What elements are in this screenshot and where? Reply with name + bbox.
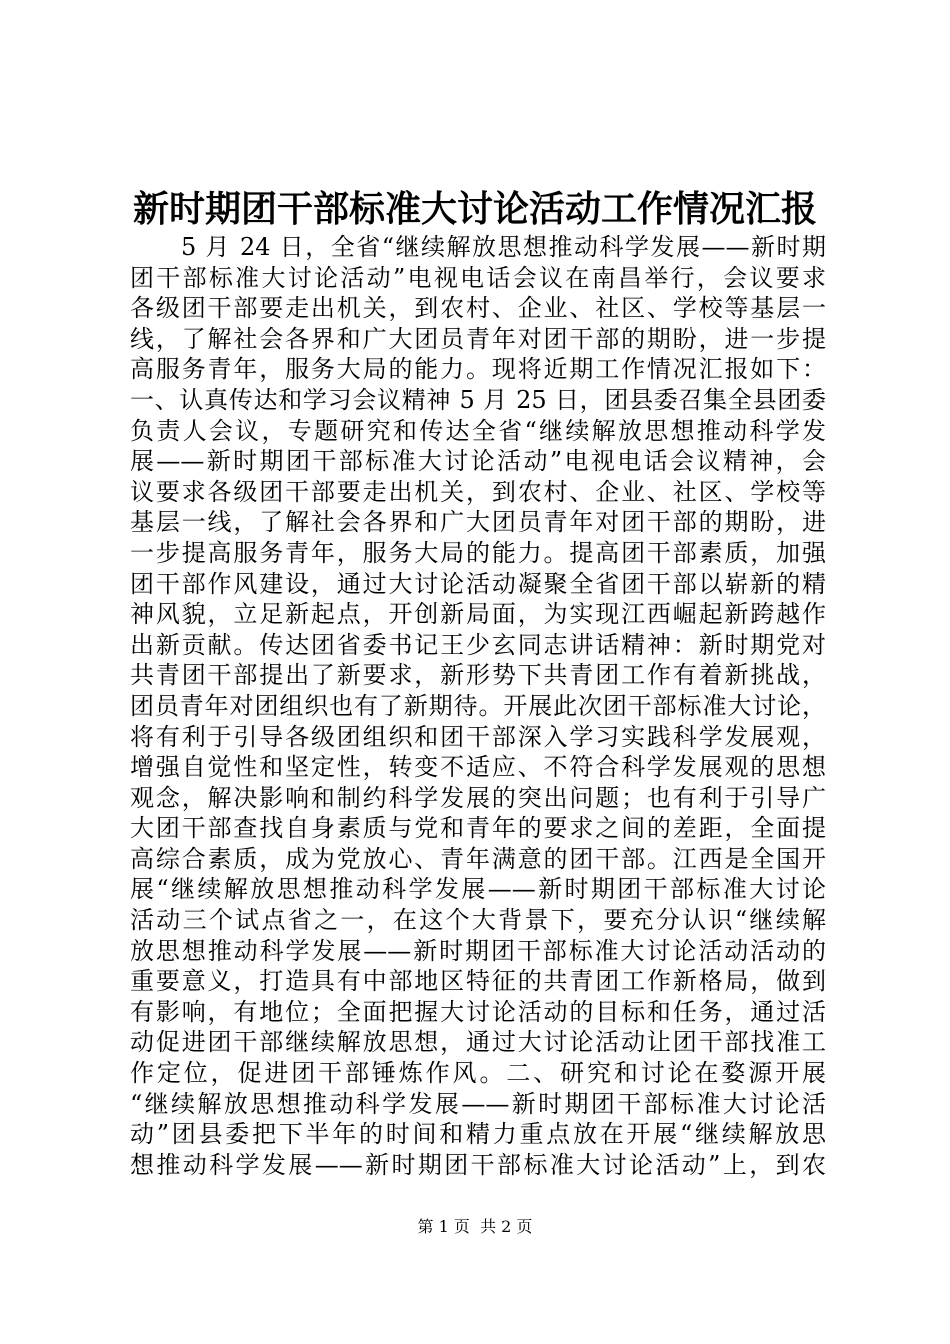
body-line: 高服务青年，服务大局的能力。现将近期工作情况汇报如下： bbox=[130, 355, 826, 384]
document-title: 新时期团干部标准大讨论活动工作情况汇报 bbox=[132, 188, 817, 230]
body-line: 线，了解社会各界和广大团员青年对团干部的期盼，进一步提 bbox=[130, 324, 826, 353]
body-line: 神风貌，立足新起点，开创新局面，为实现江西崛起新跨越作 bbox=[130, 600, 826, 629]
body-line: 动”团县委把下半年的时间和精力重点放在开展“继续解放思 bbox=[130, 1120, 826, 1149]
body-line: 想推动科学发展——新时期团干部标准大讨论活动”上，到农 bbox=[130, 1150, 826, 1179]
body-line: 展“继续解放思想推动科学发展——新时期团干部标准大讨论 bbox=[130, 875, 826, 904]
body-line: 高综合素质，成为党放心、青年满意的团干部。江西是全国开 bbox=[130, 844, 826, 873]
body-line: 大团干部查找自身素质与党和青年的要求之间的差距，全面提 bbox=[130, 814, 826, 843]
body-line: 动促进团干部继续解放思想，通过大讨论活动让团干部找准工 bbox=[130, 1028, 826, 1057]
body-line: 议要求各级团干部要走出机关，到农村、企业、社区、学校等 bbox=[130, 477, 826, 506]
page-footer: 第 1 页 共 2 页 bbox=[417, 1217, 533, 1236]
body-line: 展——新时期团干部标准大讨论活动”电视电话会议精神，会 bbox=[130, 447, 826, 476]
body-line: 有影响，有地位；全面把握大讨论活动的目标和任务，通过活 bbox=[130, 997, 826, 1026]
body-line: 一步提高服务青年，服务大局的能力。提高团干部素质，加强 bbox=[130, 538, 826, 567]
body-line: 活动三个试点省之一，在这个大背景下，要充分认识“继续解 bbox=[130, 906, 826, 935]
body-line: 基层一线，了解社会各界和广大团员青年对团干部的期盼，进 bbox=[130, 508, 826, 537]
body-line: 重要意义，打造具有中部地区特征的共青团工作新格局，做到 bbox=[130, 967, 826, 996]
document-body bbox=[130, 232, 826, 1180]
body-line: 将有利于引导各级团组织和团干部深入学习实践科学发展观， bbox=[130, 722, 826, 751]
body-line: 团员青年对团组织也有了新期待。开展此次团干部标准大讨论， bbox=[130, 691, 826, 720]
body-line: “继续解放思想推动科学发展——新时期团干部标准大讨论活 bbox=[130, 1089, 826, 1118]
body-line: 作定位，促进团干部锤炼作风。二、研究和讨论在婺源开展 bbox=[130, 1059, 826, 1088]
body-line: 各级团干部要走出机关，到农村、企业、社区、学校等基层一 bbox=[130, 294, 826, 323]
body-line: 放思想推动科学发展——新时期团干部标准大讨论活动活动的 bbox=[130, 936, 826, 965]
body-line: 团干部标准大讨论活动”电视电话会议在南昌举行，会议要求 bbox=[130, 263, 826, 292]
body-line: 团干部作风建设，通过大讨论活动凝聚全省团干部以崭新的精 bbox=[130, 569, 826, 598]
body-line: 共青团干部提出了新要求，新形势下共青团工作有着新挑战， bbox=[130, 661, 826, 690]
body-line: 一、认真传达和学习会议精神 5 月 25 日，团县委召集全县团委 bbox=[130, 385, 826, 414]
body-line: 出新贡献。传达团省委书记王少玄同志讲话精神：新时期党对 bbox=[130, 630, 826, 659]
body-line: 负责人会议，专题研究和传达全省“继续解放思想推动科学发 bbox=[130, 416, 826, 445]
body-line: 增强自觉性和坚定性，转变不适应、不符合科学发展观的思想 bbox=[130, 753, 826, 782]
body-line: 5 月 24 日，全省“继续解放思想推动科学发展——新时期 bbox=[130, 233, 826, 261]
body-line: 观念，解决影响和制约科学发展的突出问题；也有利于引导广 bbox=[130, 783, 826, 812]
